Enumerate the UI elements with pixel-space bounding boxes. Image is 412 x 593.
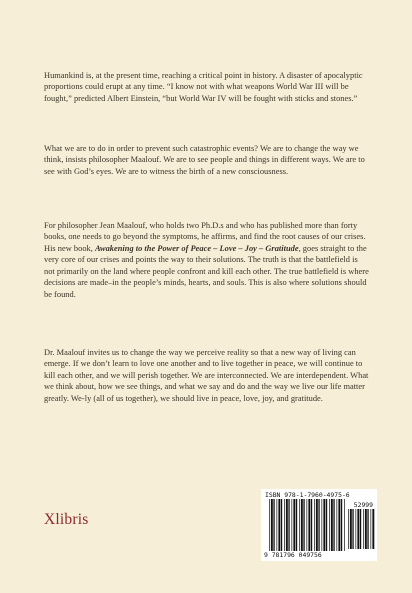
isbn-barcode xyxy=(261,489,377,561)
blurb-paragraph-4: Dr. Maalouf invites us to change the way we perceive reality so that a new way of living can emerge. If we don’t learn to love one another and to live together in peace, we will continue to kill each other, and we will perish together. We are interconnected. We are interdependent. What we think about, how we see things, and what we say and do and the way we live our life matter greatly. We-ly (all of us together), we should live in peace, love, joy, and gratitude. xyxy=(44,348,369,403)
blurb-paragraph-3-intro: For philosopher Jean Maalouf, who holds two Ph.D.s and who has published more than forty books, one needs to go beyond the symptoms, he affirms, and find the root causes of our crises. His new book, xyxy=(44,221,366,253)
barcode-digits: 9 781796 049756 xyxy=(264,551,322,559)
blurb-paragraph-3-rest: , goes straight to the very core of our crises and points the way to their solutions. The truth is that the battlefield is not primarily on the land where people confront and kill each other. The true battlefield is where decisions are made–in the people’s minds, hearts, and souls. This is also where solutions should be found. xyxy=(44,243,369,299)
blurb-paragraph-3 xyxy=(44,220,369,300)
publisher-logo: Xlibris xyxy=(44,511,89,528)
blurb-paragraph-1: Humankind is, at the present time, reaching a critical point in history. A disaster of apocalyptic proportions could erupt at any time. “I know not with what weapons World War III will be fought,” predicted Albert Einstein, “but World War IV will be fought with sticks and stones.” xyxy=(44,71,363,103)
isbn-label: ISBN 978-1-7960-4975-6 xyxy=(265,491,350,499)
blurb-paragraph-2: What we are to do in order to prevent such catastrophic events? We are to change the way we think, insists philosopher Maalouf. We are to see people and things in different ways. We are to see with God’s eyes. We are to witness the birth of a new consciousness. xyxy=(44,144,365,176)
book-title: Awakening to the Power of Peace – Love – Joy – Gratitude xyxy=(95,243,299,253)
price-code: 52999 xyxy=(353,501,373,509)
